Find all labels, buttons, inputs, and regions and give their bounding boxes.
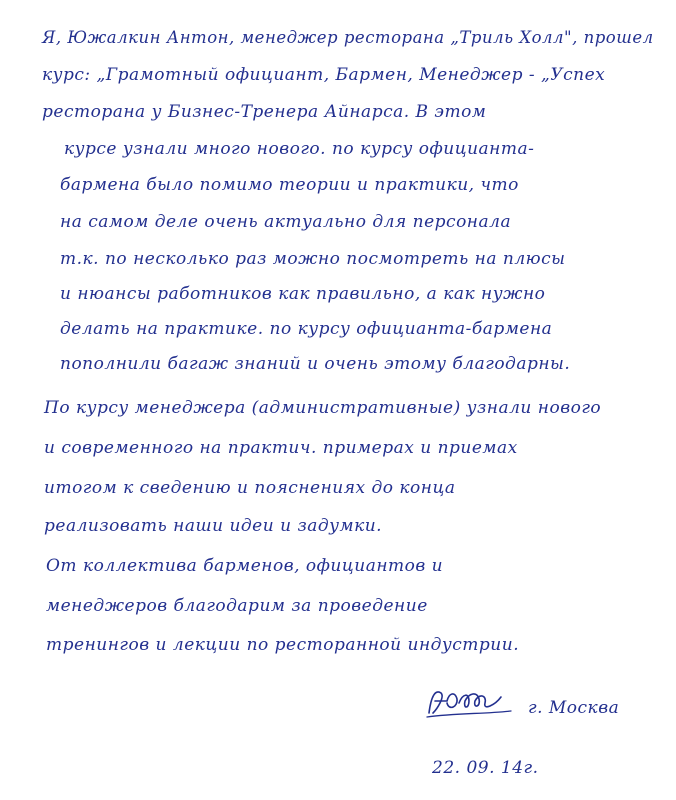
letter-line: Я, Южалкин Антон, менеджер ресторана „Триль Холл", прошел	[42, 28, 654, 47]
letter-line: По курсу менеджера (административные) узнали нового	[44, 398, 602, 418]
letter-line: ресторана у Бизнес-Тренера Айнарса. В этом	[42, 102, 487, 122]
letter-line: и нюансы работников как правильно, а как нужно	[60, 284, 546, 304]
letter-line: От коллектива барменов, официантов и	[46, 556, 444, 576]
letter-line: пополнили багаж знаний и очень этому благодарны.	[60, 354, 571, 374]
city-label: г. Москва	[528, 698, 620, 718]
handwritten-signature	[425, 683, 515, 723]
letter-line: и современного на практич. примерах и приемах	[44, 438, 518, 458]
letter-line: делать на практике. по курсу официанта-бармена	[60, 319, 553, 339]
letter-line: реализовать наши идеи и задумки.	[44, 516, 383, 536]
letter-line: курс: „Грамотный официант, Бармен, Менеджер - „Успех	[42, 65, 606, 85]
letter-line: менеджеров благодарим за проведение	[46, 596, 428, 616]
date-label: 22. 09. 14г.	[432, 758, 539, 778]
letter-line: на самом деле очень актуально для персонала	[60, 212, 512, 232]
letter-line: итогом к сведению и пояснениях до конца	[44, 478, 456, 498]
letter-line: курсе узнали много нового. по курсу официанта-	[64, 139, 535, 159]
letter-line: тренингов и лекции по ресторанной индустрии.	[46, 635, 520, 655]
letter-line: бармена было помимо теории и практики, что	[60, 175, 519, 195]
letter-line: т.к. по несколько раз можно посмотреть на плюсы	[60, 249, 566, 269]
signature-icon	[425, 683, 515, 723]
